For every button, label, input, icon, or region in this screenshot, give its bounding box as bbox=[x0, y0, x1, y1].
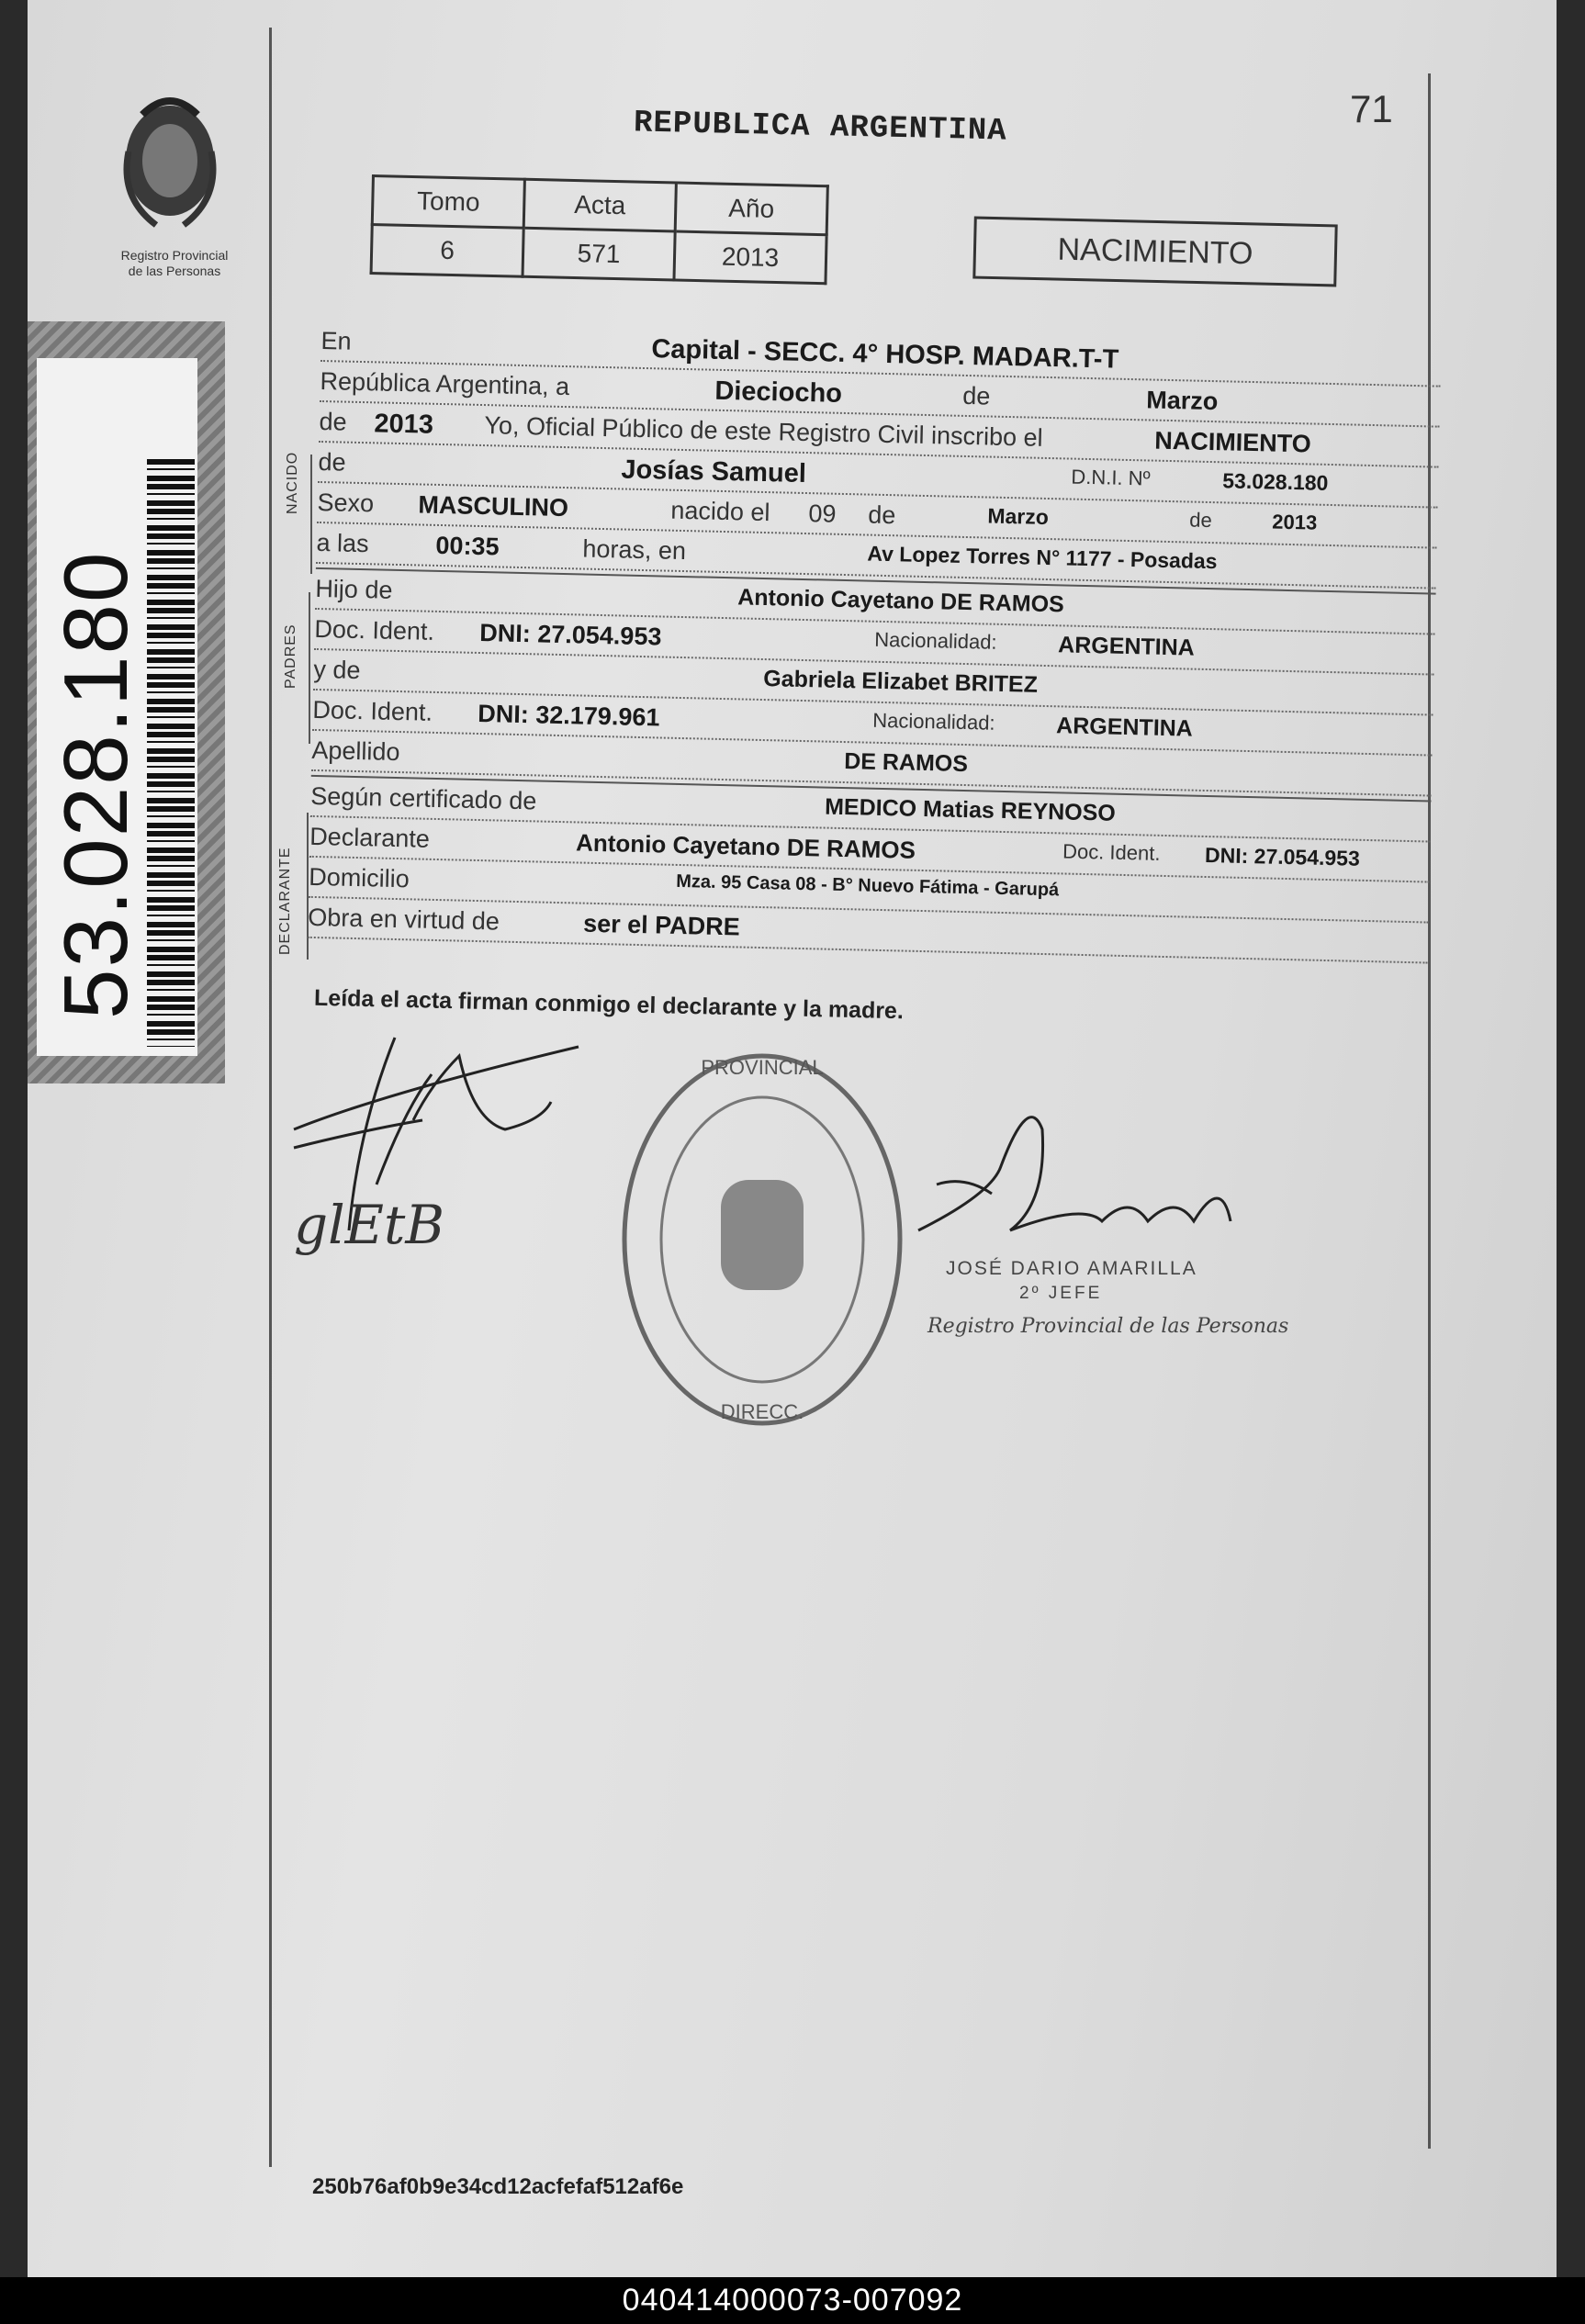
official-office: Registro Provincial de las Personas bbox=[927, 1315, 1289, 1338]
barcode-sticker bbox=[28, 321, 225, 1083]
declarante-label: Declarante bbox=[309, 822, 431, 853]
day-value: Dieciocho bbox=[714, 376, 843, 409]
horas-label: horas, en bbox=[582, 534, 687, 566]
hijo-label: Hijo de bbox=[315, 574, 393, 604]
de-label: de bbox=[962, 381, 991, 410]
tomo-header: Tomo bbox=[372, 176, 524, 229]
sexo-label: Sexo bbox=[317, 488, 375, 518]
name-label: de bbox=[318, 447, 346, 477]
declarant-signature bbox=[275, 1019, 624, 1322]
section-label-declarante: DECLARANTE bbox=[277, 847, 293, 955]
anio-value: 2013 bbox=[674, 231, 826, 284]
father-value: Antonio Cayetano DE RAMOS bbox=[736, 584, 1065, 618]
inscribo-text: Yo, Oficial Público de este Registro Civil inscribo el bbox=[484, 411, 1043, 452]
svg-text:DIRECC.: DIRECC. bbox=[720, 1400, 804, 1423]
place-value: Av Lopez Torres N° 1177 - Posadas bbox=[867, 541, 1218, 574]
domicilio-label: Domicilio bbox=[308, 862, 410, 893]
father-nat: ARGENTINA bbox=[1057, 632, 1196, 661]
republica-label: República Argentina, a bbox=[320, 366, 570, 401]
mother-doc: DNI: 32.179.961 bbox=[478, 699, 660, 732]
logo-line-1: Registro Provincial bbox=[120, 248, 229, 263]
birth-day: 09 bbox=[808, 500, 837, 528]
apellido-label: Apellido bbox=[311, 735, 400, 767]
mother-nat: ARGENTINA bbox=[1055, 713, 1194, 742]
handwritten-note: glEtB bbox=[294, 1194, 444, 1256]
en-value: Capital - SECC. 4° HOSP. MADAR.T-T bbox=[651, 334, 1119, 375]
alas-label: a las bbox=[316, 528, 369, 558]
sexo-value: MASCULINO bbox=[418, 490, 569, 522]
svg-text:PROVINCIAL: PROVINCIAL bbox=[701, 1056, 824, 1079]
mother-value: Gabriela Elizabet BRITEZ bbox=[762, 666, 1039, 698]
nac-label-mother: Nacionalidad: bbox=[872, 708, 995, 735]
section-label-nacido: NACIDO bbox=[285, 451, 300, 514]
document-title: REPUBLICA ARGENTINA bbox=[633, 106, 1008, 150]
domicilio-value: Mza. 95 Casa 08 - B° Nuevo Fátima - Garupá bbox=[676, 870, 1060, 901]
certificate-fields bbox=[308, 321, 1442, 964]
inscribo-value: NACIMIENTO bbox=[1153, 426, 1312, 458]
dni-label: D.N.I. Nº bbox=[1071, 465, 1151, 490]
tomo-value: 6 bbox=[371, 225, 523, 277]
year-value: 2013 bbox=[374, 409, 434, 440]
certificate-page bbox=[28, 0, 1557, 2277]
barcode-bars bbox=[147, 459, 195, 1047]
en-label: En bbox=[320, 326, 352, 355]
logo-line-2: de las Personas bbox=[128, 264, 221, 278]
act-type-box: NACIMIENTO bbox=[972, 217, 1337, 287]
nacido-bracket bbox=[310, 455, 312, 574]
section-label-padres: PADRES bbox=[283, 623, 298, 689]
acta-header: Acta bbox=[523, 179, 676, 231]
official-name: JOSÉ DARIO AMARILLA bbox=[946, 1258, 1197, 1279]
page-number: 71 bbox=[1350, 87, 1393, 130]
yde-label: y de bbox=[313, 655, 361, 685]
official-signature bbox=[909, 1093, 1276, 1276]
closing-text: Leída el acta firman conmigo el declarante y la madre. bbox=[313, 984, 905, 1025]
registry-table bbox=[370, 174, 829, 285]
apellido-value: DE RAMOS bbox=[843, 748, 969, 778]
document-hash: 250b76af0b9e34cd12acfefaf512af6e bbox=[312, 2174, 684, 2199]
doc-label-mother: Doc. Ident. bbox=[312, 695, 433, 726]
obra-value: ser el PADRE bbox=[582, 909, 741, 941]
obra-label: Obra en virtud de bbox=[307, 903, 500, 936]
registry-logo bbox=[92, 87, 257, 294]
left-margin-line bbox=[269, 28, 272, 2167]
footer-code: 040414000073-007092 bbox=[0, 2277, 1585, 2324]
time-value: 00:35 bbox=[435, 531, 500, 561]
anio-header: Año bbox=[675, 183, 827, 235]
father-doc: DNI: 27.054.953 bbox=[479, 619, 662, 651]
official-role: 2º JEFE bbox=[1019, 1284, 1103, 1303]
acta-value: 571 bbox=[523, 228, 675, 280]
cert-value: MEDICO Matias REYNOSO bbox=[824, 793, 1117, 826]
dni-value: 53.028.180 bbox=[1222, 468, 1329, 495]
declarante-doc: DNI: 27.054.953 bbox=[1204, 842, 1361, 870]
nacido-label: nacido el bbox=[670, 496, 770, 527]
doc-label-father: Doc. Ident. bbox=[314, 614, 435, 646]
cert-label: Según certificado de bbox=[309, 781, 537, 815]
declarante-value: Antonio Cayetano DE RAMOS bbox=[575, 828, 916, 864]
birth-year: 2013 bbox=[1272, 510, 1318, 534]
month-value: Marzo bbox=[1145, 386, 1219, 416]
name-value: Josías Samuel bbox=[621, 455, 807, 489]
padres-bracket bbox=[309, 592, 310, 744]
year-prefix: de bbox=[319, 407, 347, 436]
docident-label: Doc. Ident. bbox=[1062, 839, 1161, 865]
barcode-number: 53.028.180 bbox=[45, 550, 146, 1019]
nac-label-father: Nacionalidad: bbox=[874, 627, 997, 654]
birth-month: Marzo bbox=[987, 503, 1050, 530]
de3-label: de bbox=[1189, 508, 1213, 533]
de2-label: de bbox=[868, 500, 896, 530]
official-stamp bbox=[611, 1042, 914, 1437]
